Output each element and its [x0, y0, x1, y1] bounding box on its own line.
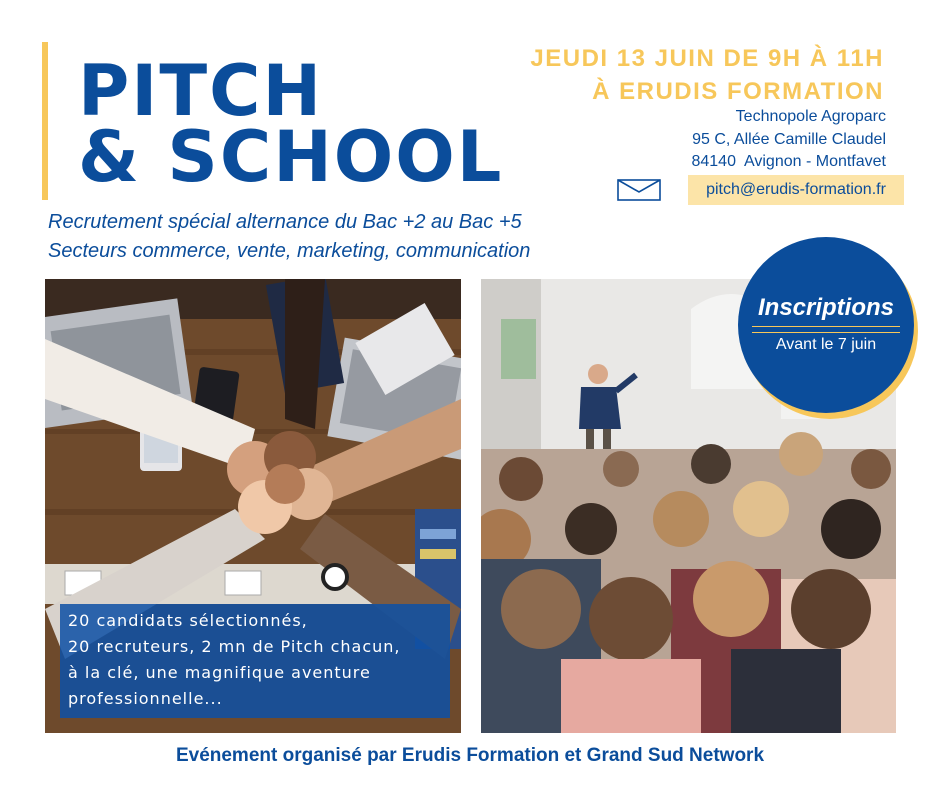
mail-icon [617, 179, 661, 206]
subtitle-sectors: Secteurs commerce, vente, marketing, communication [48, 240, 531, 262]
caption-line-3: à la clé, une magnifique aventure [68, 663, 371, 682]
event-place: À ERUDIS FORMATION [592, 78, 884, 105]
address-line-2: 95 C, Allée Camille Claudel [692, 130, 886, 148]
title-line-1: PITCH [78, 50, 324, 132]
badge-deadline: Avant le 7 juin [775, 336, 877, 353]
accent-bar [42, 42, 48, 200]
registration-badge[interactable] [738, 237, 914, 413]
badge-divider [752, 326, 900, 333]
badge-title: Inscriptions [757, 294, 895, 321]
caption-line-1: 20 candidats sélectionnés, [68, 611, 308, 630]
subtitle-recruitment: Recrutement spécial alternance du Bac +2 au Bac +5 [48, 211, 522, 233]
caption-box [60, 604, 450, 718]
event-date-block [530, 42, 884, 108]
footer-organizers: Evénement organisé par Erudis Formation et Grand Sud Network [175, 745, 765, 766]
event-address [691, 106, 886, 174]
address-line-1: Technopole Agroparc [735, 108, 886, 125]
title-line-2: & SCHOOL [78, 116, 504, 198]
caption-line-4: professionnelle... [68, 689, 223, 708]
caption-line-2: 20 recruteurs, 2 mn de Pitch chacun, [68, 637, 401, 656]
email-link[interactable]: pitch@erudis-formation.fr [688, 175, 904, 205]
address-line-3: 84140 Avignon - Montfavet [691, 153, 886, 170]
event-date: JEUDI 13 JUIN DE 9H À 11H [530, 45, 884, 72]
